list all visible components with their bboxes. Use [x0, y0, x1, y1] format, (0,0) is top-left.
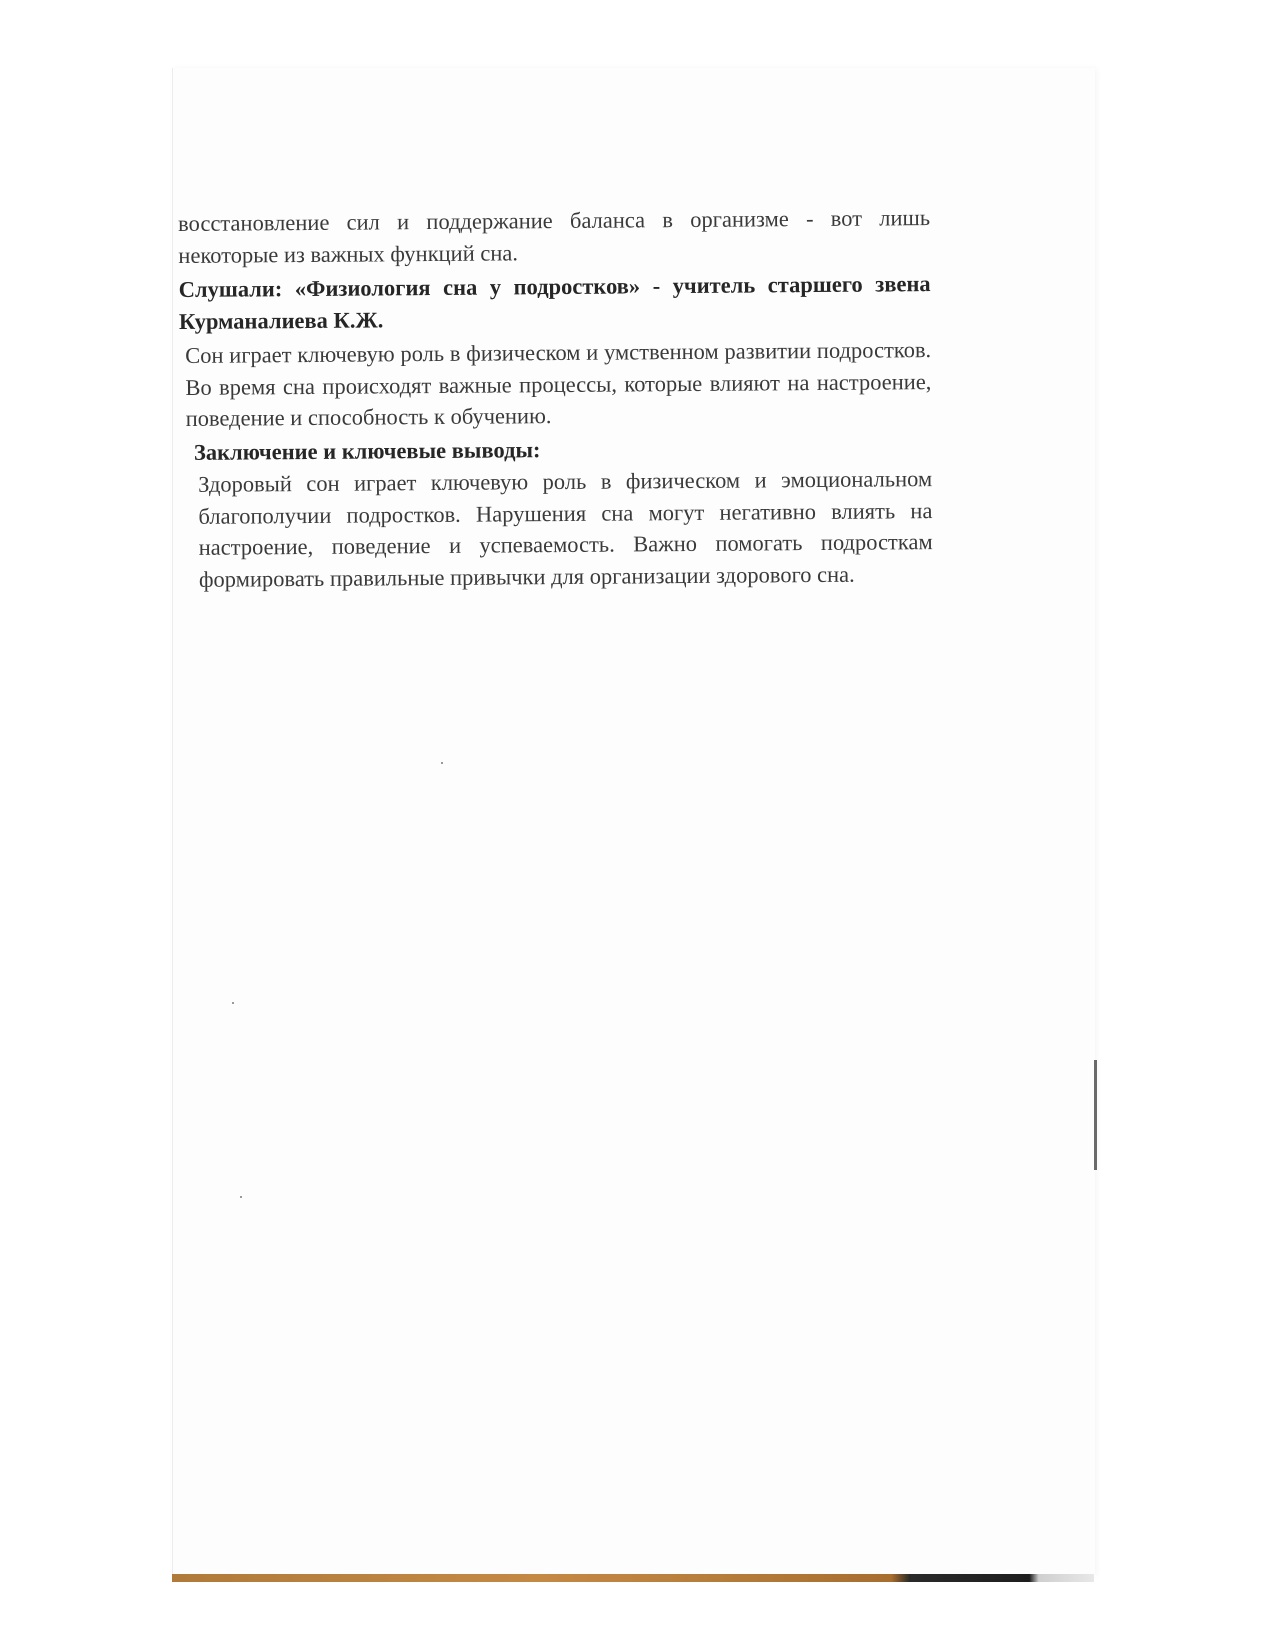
speck-mark	[240, 1196, 242, 1198]
paragraph-continuation: восстановление сил и поддержание баланса в организме - вот лишь некоторые из важных функций сна.	[178, 205, 931, 268]
table-surface-edge	[172, 1574, 1094, 1582]
speck-mark	[441, 762, 443, 764]
conclusion-heading: Заключение и ключевые выводы:	[193, 436, 541, 465]
document-text	[178, 202, 933, 595]
page-edge-shadow	[1094, 1060, 1097, 1170]
conclusion-body: Здоровый сон играет ключевую роль в физическом и эмоциональном благополучии подростков. Нарушения сна могут негативно влиять на настроение, поведение и успеваемость. Важно помогать подросткам формировать правильные привычки для организации здорового сна.	[198, 466, 933, 592]
heard-body: Сон играет ключевую роль в физическом и умственном развитии подростков. Во время сна происходят важные процессы, которые влияют на настроение, поведение и способность к обучению.	[185, 337, 932, 431]
speck-mark	[232, 1002, 234, 1004]
heard-heading: Слушали: «Физиология сна у подростков» - учитель старшего звена Курманалиева К.Ж.	[178, 271, 931, 334]
